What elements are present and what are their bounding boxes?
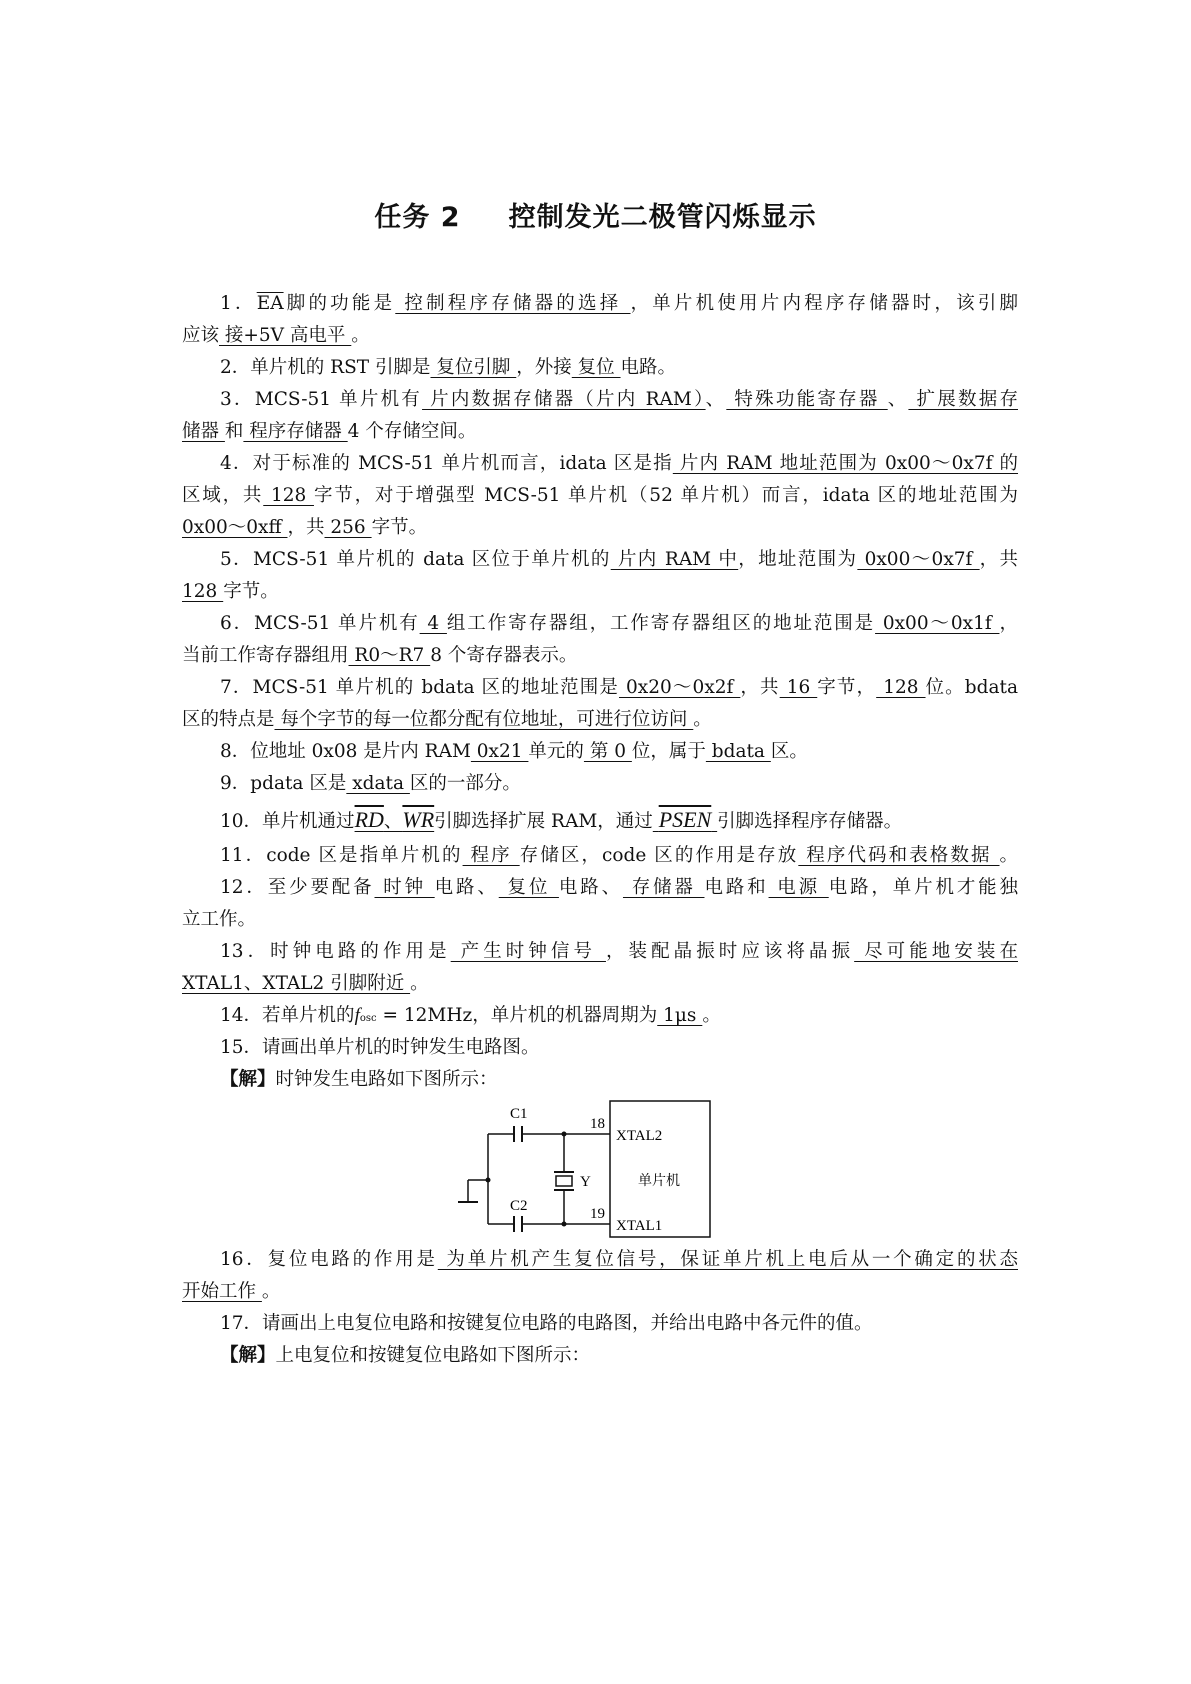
ea-pin: $\overline{EA}$ — [256, 293, 284, 314]
c1-label: C1 — [510, 1106, 528, 1122]
answer-blank: XTAL1、XTAL2 引脚附近 — [182, 973, 411, 994]
clock-circuit-figure — [182, 1096, 1018, 1244]
question-12-cont: 立工作。 — [182, 909, 257, 930]
answer-blank: 0x20～0x2f — [619, 677, 741, 698]
question-11: 11．code 区是指单片机的 程序 存储区，code 区的作用是存放 程序代码和表格数据 。 — [220, 845, 1019, 866]
answer-blank: 产生时钟信号 — [450, 941, 606, 962]
answer-blank: 尽可能地安装在 — [854, 941, 1018, 962]
answer-blank: 128 — [182, 581, 224, 602]
answer-blank: 控制程序存储器的选择 — [395, 293, 631, 314]
question-10: 10．单片机通过RD、WR引脚选择扩展 RAM，通过 PSEN 引脚选择程序存储器。 — [220, 807, 903, 832]
solution-15: 【解】时钟发生电路如下图所示： — [220, 1069, 498, 1090]
question-1-cont: 应该 接+5V 高电平 。 — [182, 325, 370, 346]
question-9: 9．pdata 区是 xdata 区的一部分。 — [220, 773, 521, 794]
answer-blank: 256 — [324, 517, 372, 538]
answer-blank: 复位 — [571, 357, 621, 378]
question-7-cont: 区的特点是 每个字节的每一位都分配有位地址，可进行位访问 。 — [182, 709, 712, 730]
question-6-cont: 当前工作寄存器组用 R0～R7 8 个寄存器表示。 — [182, 645, 578, 666]
question-6: 6．MCS-51 单片机有 4 组工作寄存器组，工作寄存器组区的地址范围是 0x00～0x1f ， — [220, 613, 1018, 634]
answer-blank: 128 — [876, 677, 926, 698]
answer-blank: 0x00～0x1f — [875, 613, 1000, 634]
pin-18-label: 18 — [590, 1116, 605, 1132]
question-7: 7．MCS-51 单片机的 bdata 区的地址范围是 0x20～0x2f ，共 16 字节， 128 位。bdata — [220, 677, 1018, 698]
question-15: 15．请画出单片机的时钟发生电路图。 — [220, 1037, 540, 1058]
question-13-cont: XTAL1、XTAL2 引脚附近 。 — [182, 973, 429, 994]
answer-blank: 片内数据存储器（片内 RAM） — [422, 389, 706, 410]
question-14: 14．若单片机的fosc = 12MHz，单片机的机器周期为 1μs 。 — [220, 1005, 721, 1026]
question-12: 12．至少要配备 时钟 电路、 复位 电路、 存储器 电路和 电源 电路，单片机才能独 — [220, 877, 1019, 898]
answer-blank: 程序存储器 — [243, 421, 348, 442]
xtal1-label: XTAL1 — [616, 1218, 663, 1234]
pin-19-label: 19 — [590, 1206, 605, 1222]
answer-blank: 每个字节的每一位都分配有位地址，可进行位访问 — [274, 709, 694, 730]
answer-blank: 程序 — [462, 845, 520, 866]
mcu-chip-box — [610, 1101, 710, 1237]
answer-blank: 程序代码和表格数据 — [798, 845, 1000, 866]
answer-blank: 0x21 — [470, 741, 529, 762]
answer-blank: 为单片机产生复位信号，保证单片机上电后从一个确定的状态 — [437, 1249, 1018, 1270]
clock-circuit-diagram — [454, 1098, 714, 1242]
answer-blank: 复位 — [498, 877, 559, 898]
question-list — [182, 288, 1018, 1372]
answer-blank: 时钟 — [374, 877, 435, 898]
answer-blank: 0x00～0x7f — [857, 549, 980, 570]
answer-blank: 开始工作 — [182, 1281, 262, 1302]
answer-blank: 片内 RAM 地址范围为 0x00～0x7f 的 — [672, 453, 1019, 474]
y-label: Y — [580, 1174, 591, 1190]
question-8: 8．位地址 0x08 是片内 RAM 0x21 单元的 第 0 位，属于 bdata 区。 — [220, 741, 808, 762]
xtal2-label: XTAL2 — [616, 1128, 663, 1144]
question-4-cont: 区域，共 128 字节，对于增强型 MCS-51 单片机（52 单片机）而言，idata 区的地址范围为 — [182, 485, 1018, 506]
question-5-cont: 128 字节。 — [182, 581, 279, 602]
question-16-cont: 开始工作 。 — [182, 1281, 281, 1302]
question-16: 16．复位电路的作用是 为单片机产生复位信号，保证单片机上电后从一个确定的状态 — [220, 1249, 1018, 1270]
answer-blank: 1μs — [657, 1005, 703, 1026]
c2-label: C2 — [510, 1198, 528, 1214]
question-3: 3．MCS-51 单片机有 片内数据存储器（片内 RAM）、 特殊功能寄存器 、 扩展数据存 — [220, 389, 1018, 410]
page-title: 任务 2 控制发光二极管闪烁显示 — [374, 202, 817, 233]
answer-blank: R0～R7 — [348, 645, 431, 666]
answer-blank: 128 — [263, 485, 314, 506]
question-13: 13．时钟电路的作用是 产生时钟信号 ，装配晶振时应该将晶振 尽可能地安装在 — [220, 941, 1018, 962]
answer-blank: 电源 — [768, 877, 829, 898]
answer-blank: xdata — [346, 773, 410, 794]
answer-blank: RD、WR — [354, 807, 435, 832]
answer-blank: 特殊功能寄存器 — [726, 389, 888, 410]
answer-blank: 复位引脚 — [430, 357, 517, 378]
question-17: 17．请画出上电复位电路和按键复位电路的电路图，并给出电路中各元件的值。 — [220, 1313, 873, 1334]
chip-label: 单片机 — [638, 1173, 680, 1189]
answer-blank: 0x00～0xff — [182, 517, 288, 538]
answer-blank: 16 — [779, 677, 818, 698]
answer-blank: 片内 RAM 中 — [610, 549, 739, 570]
question-1: 1．$\overline{EA}$脚的功能是 控制程序存储器的选择 ，单片机使用片内程序存储器时，该引脚 — [220, 293, 1018, 314]
answer-blank — [653, 807, 717, 832]
solution-17: 【解】上电复位和按键复位电路如下图所示： — [220, 1345, 591, 1366]
answer-blank: 存储器 — [622, 877, 705, 898]
answer-blank: 第 0 — [583, 741, 632, 762]
question-5: 5．MCS-51 单片机的 data 区位于单片机的 片内 RAM 中，地址范围为 0x00～0x7f ，共 — [220, 549, 1018, 570]
question-4: 4．对于标准的 MCS-51 单片机而言，idata 区是指 片内 RAM 地址范围为 0x00～0x7f 的 — [220, 453, 1019, 474]
answer-blank: 接+5V 高电平 — [219, 325, 352, 346]
answer-blank: 4 — [419, 613, 447, 634]
wr-pin: WR — [402, 807, 435, 832]
answer-blank: 扩展数据存 — [908, 389, 1018, 410]
question-2: 2．单片机的 RST 引脚是 复位引脚 ，外接 复位 电路。 — [220, 357, 677, 378]
psen-pin: PSEN — [658, 807, 712, 832]
answer-blank: bdata — [705, 741, 771, 762]
question-4-cont2: 0x00～0xff ，共 256 字节。 — [182, 517, 428, 538]
rd-pin: RD — [354, 807, 384, 832]
question-3-cont: 储器 和 程序存储器 4 个存储空间。 — [182, 421, 477, 442]
answer-blank: 储器 — [182, 421, 225, 442]
